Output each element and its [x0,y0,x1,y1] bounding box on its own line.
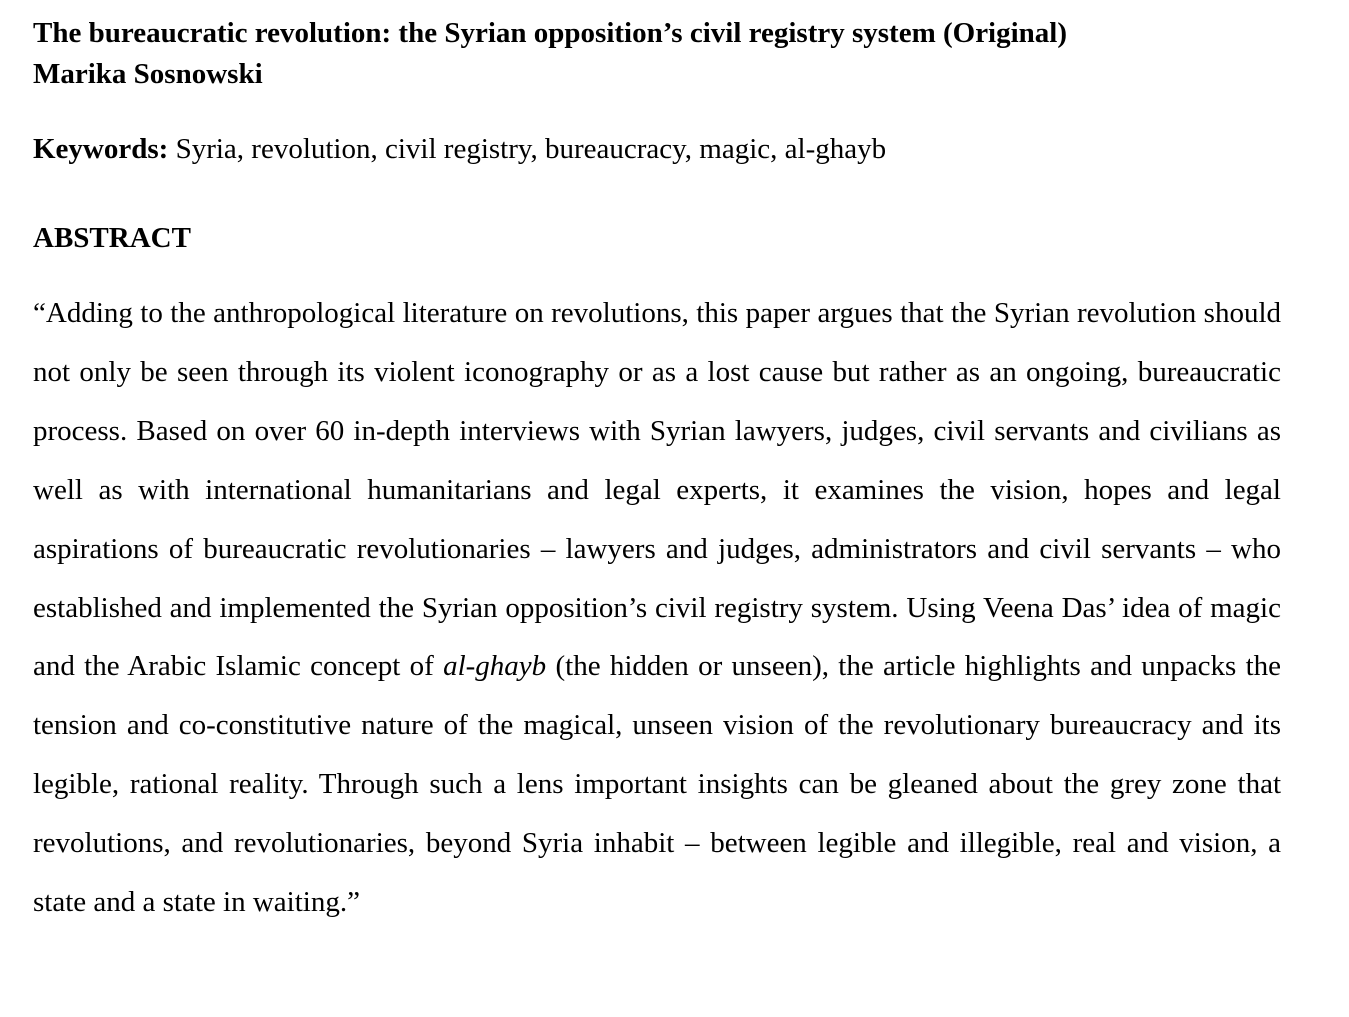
keywords-value: Syria, revolution, civil registry, bureaucracy, magic, al-ghayb [168,133,887,165]
abstract-body [33,284,1281,932]
keywords-label: Keywords: [33,133,169,165]
author-name: Marika Sosnowski [33,58,263,90]
abstract-text-part2: (the hidden or unseen), the article highlights and unpacks the tension and co-constitutive nature of the magical, unseen vision of the revolutionary bureaucracy and its legible, rational reality. Through such a lens important insights can be gleaned about the grey zone that revolutions, and revolutionaries, beyond Syria inhabit – between legible and illegible, real and vision, a state and a state in waiting.” [33,650,1281,919]
paper-title: The bureaucratic revolution: the Syrian opposition’s civil registry system (Original) [33,17,1068,49]
keywords-line [33,130,886,168]
abstract-heading: ABSTRACT [33,222,191,254]
abstract-italic-term: al-ghayb [443,650,547,683]
abstract-text-part1: “Adding to the anthropological literature on revolutions, this paper argues that the Syrian revolution should not only be seen through its violent iconography or as a lost cause but rather as an ongoing, bureaucratic process. Based on over 60 in-depth interviews with Syrian lawyers, judges, civil servants and civilians as well as with international humanitarians and legal experts, it examines the vision, hopes and legal aspirations of bureaucratic revolutionaries – lawyers and judges, administrators and civil servants – who established and implemented the Syrian opposition’s civil registry system. Using Veena Das’ idea of magic and the Arabic Islamic concept of [33,297,1281,683]
